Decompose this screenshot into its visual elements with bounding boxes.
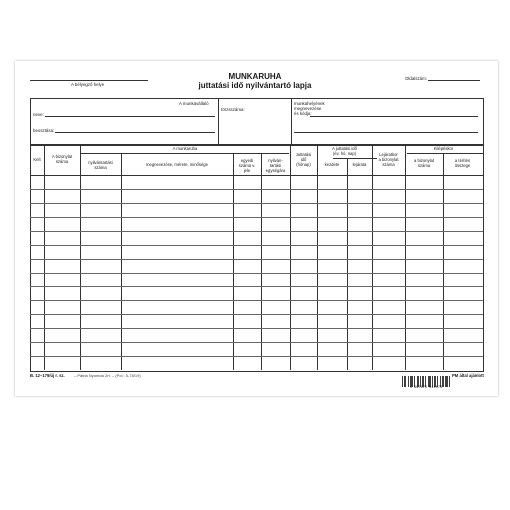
col-description: megnevezése, mérete, minősége [146, 162, 208, 167]
workplace-label-2: megnevezése [294, 106, 322, 111]
footer-code: B. 12–179/új r. sz. [30, 373, 65, 378]
page-number-line[interactable] [428, 80, 480, 81]
col-line-2 [80, 145, 81, 370]
workplace-label-1: munkahelyének [294, 101, 325, 106]
table-row[interactable] [30, 342, 483, 343]
stamp-line [30, 80, 148, 81]
employee-divider-1 [218, 98, 219, 144]
employee-position-label: beosztása: [33, 128, 55, 133]
col-leave-group: Kilépéskor [433, 146, 454, 151]
table-row[interactable] [30, 328, 483, 329]
table-row[interactable] [30, 203, 483, 204]
col-line-5 [261, 153, 262, 370]
footer-publisher: – Pátria Nyomda Zrt. – (Pol.: 5-78/19) [74, 373, 141, 378]
col-reg-number: nyilvántartási száma [88, 160, 113, 170]
form-title-line2: juttatási idő nyilvántartó lapja [198, 81, 312, 90]
table-row[interactable] [30, 217, 483, 218]
employee-position-field[interactable] [55, 132, 215, 133]
col-leave-amount: a térítés összege [454, 158, 471, 168]
leave-group-line [407, 153, 483, 154]
col-expired-doc: Lejáratkor a bizonylat száma [378, 152, 399, 167]
employee-name-field[interactable] [45, 116, 215, 117]
workplace-label-3: és kódja: [294, 111, 312, 116]
col-period: Juttatási idő (hónap) [295, 152, 312, 167]
table-row[interactable] [30, 300, 483, 301]
clothing-group-line [80, 153, 289, 154]
col-expiry: lejárata [352, 162, 367, 167]
page-number-label: Oldalszám: [405, 76, 427, 81]
col-doc-number: A bizonylat száma [51, 154, 73, 164]
barcode-digits: 5 997874 511073 [409, 386, 443, 390]
employee-section-label: A munkavállaló [179, 101, 209, 106]
table-row[interactable] [30, 314, 483, 315]
col-leave-doc: a bizonylat száma [413, 158, 435, 168]
table-row[interactable] [30, 356, 483, 357]
col-line-7 [317, 145, 318, 370]
table-row[interactable] [30, 231, 483, 232]
workplace-field-1[interactable] [310, 116, 478, 117]
col-clothing-group: A munkaruha [172, 146, 198, 151]
table-row[interactable] [30, 273, 483, 274]
allot-group-line [333, 158, 377, 159]
col-line-6 [290, 145, 291, 370]
col-kelt: Kelt [33, 157, 41, 162]
table-row[interactable] [30, 259, 483, 260]
employee-divider-2 [291, 98, 292, 144]
footer-recommended: PM által ajánlott [452, 373, 484, 378]
employee-box [30, 98, 484, 145]
col-line-3 [121, 153, 122, 370]
form-sheet [15, 61, 498, 396]
col-line-1 [44, 145, 45, 370]
col-unit-id: egyedi száma v. jele [238, 158, 256, 173]
table-row[interactable] [30, 245, 483, 246]
col-line-9 [372, 145, 373, 370]
workplace-field-2[interactable] [294, 132, 478, 133]
stamp-label: A bélyegző helye [71, 82, 105, 87]
col-unit-price: nyilván- tartási egységára [265, 158, 286, 173]
col-start: kezdete [324, 162, 340, 167]
col-allot-group: A juttatási idő (év, hó, nap) [332, 146, 357, 156]
col-line-4 [233, 153, 234, 370]
col-line-11 [443, 153, 444, 370]
employee-reg-label: törzsszáma: [221, 107, 245, 112]
form-title-line1: MUNKARUHA [228, 72, 282, 81]
col-line-10 [405, 145, 406, 370]
table-row[interactable] [30, 286, 483, 287]
employee-name-label: neve: [33, 112, 44, 117]
table-row[interactable] [30, 189, 483, 190]
header-bottom-line [30, 175, 483, 176]
